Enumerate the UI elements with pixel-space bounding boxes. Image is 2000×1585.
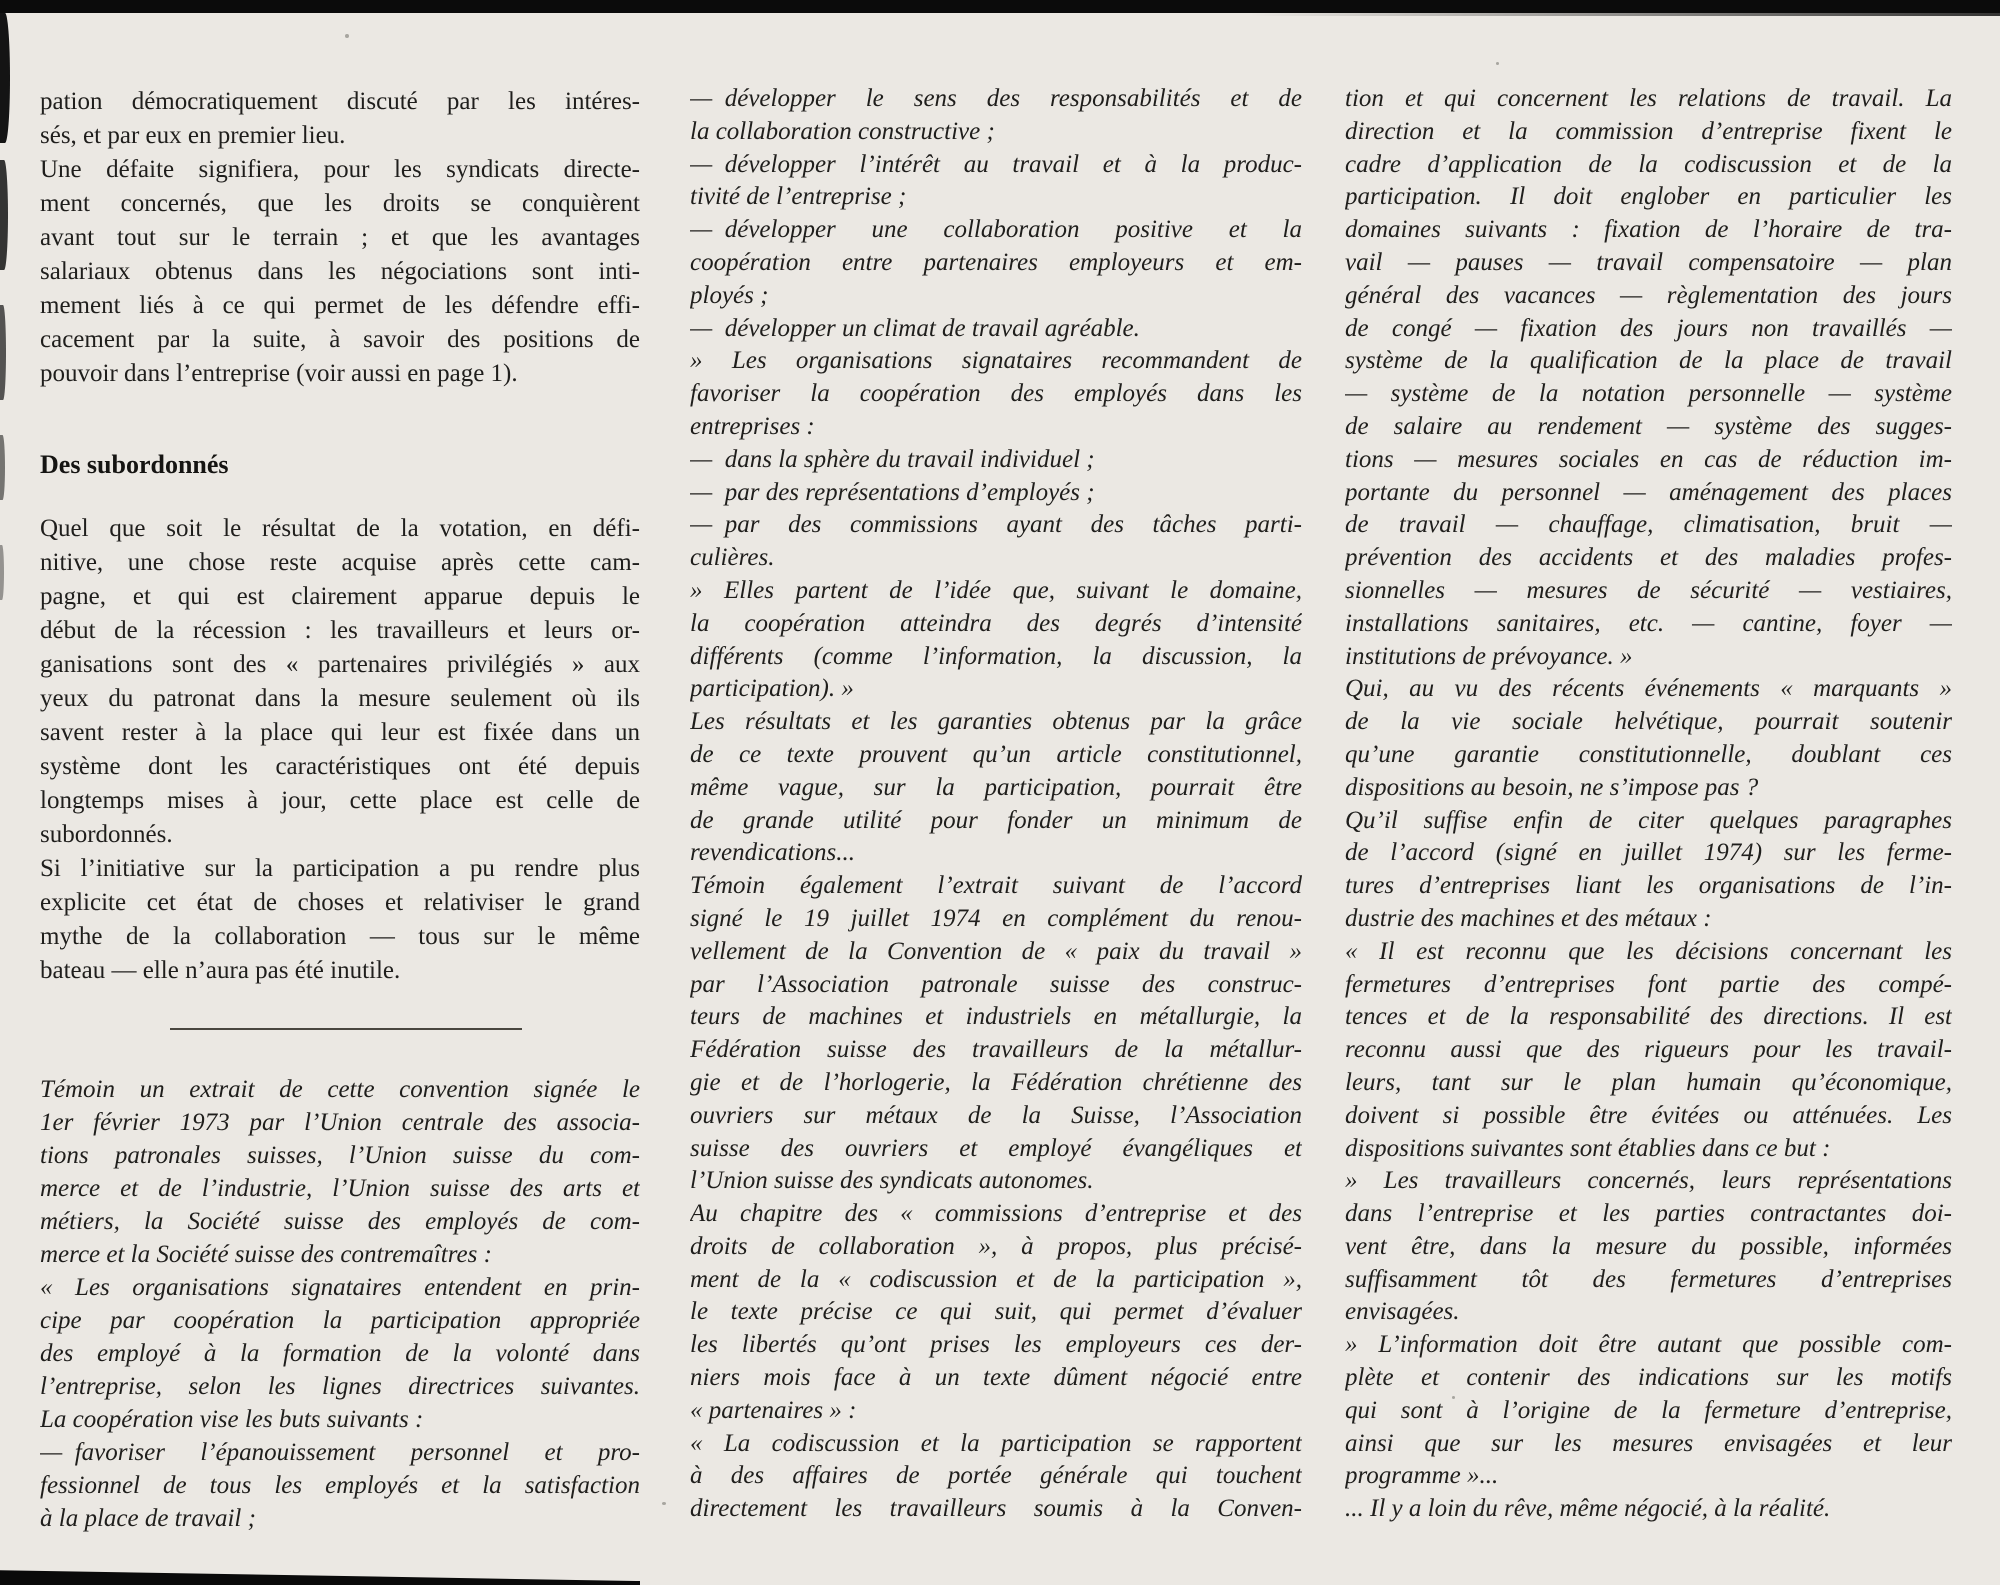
paragraph xyxy=(690,444,1302,477)
text-line: « partenaires » : xyxy=(690,1396,857,1424)
text-line: suisse des ouvriers et employé évangéliques et xyxy=(690,1134,1302,1162)
text-line: Si l’initiative sur la participation a pu rendre plus xyxy=(40,855,640,882)
text-line: la collaboration constructive ; xyxy=(690,117,995,145)
text-line: des employé à la formation de la volonté dans xyxy=(40,1340,640,1367)
scan-edge-top xyxy=(0,0,2000,13)
text-line: Témoin également l’extrait suivant de l’accord xyxy=(690,872,1302,900)
paragraph xyxy=(690,706,1302,870)
text-line: vellement de la Convention de « paix du travail » xyxy=(690,937,1302,965)
text-line: Au chapitre des « commissions d’entreprise et des xyxy=(690,1200,1302,1228)
text-line: bateau — elle n’aura pas été inutile. xyxy=(40,957,401,984)
text-line: » Elles partent de l’idée que, suivant le domaine, xyxy=(690,576,1302,604)
scan-speck xyxy=(662,1502,666,1505)
paragraph xyxy=(690,1198,1302,1428)
text-line: programme »... xyxy=(1345,1462,1499,1490)
text-line: différents (comme l’information, la discussion, la xyxy=(690,642,1302,670)
text-line: même vague, sur la participation, pourrait être xyxy=(690,773,1302,801)
scan-edge-left-smudge xyxy=(0,305,6,400)
text-line: ... Il y a loin du rêve, même négocié, à la réalité. xyxy=(1345,1495,1831,1523)
scan-edge-left-smudge xyxy=(0,13,10,143)
text-line: — développer un climat de travail agréable. xyxy=(690,314,1140,342)
text-line: coopération entre partenaires employeurs et em- xyxy=(690,248,1302,276)
text-line: tion et qui concernent les relations de travail. La xyxy=(1345,85,1952,112)
paragraph xyxy=(690,214,1302,312)
text-line: envisagées. xyxy=(1345,1298,1460,1326)
paragraph xyxy=(690,509,1302,575)
text-line: portante du personnel — aménagement des places xyxy=(1345,478,1952,506)
text-line: vent être, dans la mesure du possible, informées xyxy=(1345,1232,1952,1260)
text-line: subordonnés. xyxy=(40,821,173,848)
text-line: institutions de prévoyance. » xyxy=(1345,642,1633,670)
text-line: l’entreprise, selon les lignes directrices suivantes. xyxy=(40,1373,640,1400)
text-line: ment concernés, que les droits se conquièrent xyxy=(40,190,640,217)
paragraph xyxy=(690,149,1302,215)
text-line: entreprises : xyxy=(690,412,815,440)
text-line: signé le 19 juillet 1974 en complément du renou- xyxy=(690,904,1302,932)
text-line: la coopération atteindra des degrés d’intensité xyxy=(690,609,1302,637)
text-line: de travail — chauffage, climatisation, bruit — xyxy=(1345,511,1952,539)
text-line: fessionnel de tous les employés et la satisfaction xyxy=(40,1472,640,1499)
text-line: Quel que soit le résultat de la votation, en défi- xyxy=(40,515,640,542)
scan-edge-bottom xyxy=(0,1567,640,1585)
text-line: direction et la commission d’entreprise fixent le xyxy=(1345,117,1952,145)
text-line: de grande utilité pour fonder un minimum de xyxy=(690,806,1302,834)
text-line: à des affaires de portée générale qui touchent xyxy=(690,1462,1302,1490)
vertical-gap xyxy=(40,391,640,448)
text-line: directement les travailleurs soumis à la Conven- xyxy=(690,1495,1302,1523)
text-line: reconnu aussi que des rigueurs pour les travail- xyxy=(1345,1036,1952,1064)
text-line: gie et de l’horlogerie, la Fédération chrétienne des xyxy=(690,1068,1302,1096)
text-line: système de la qualification de la place de travail xyxy=(1345,347,1952,375)
paragraph xyxy=(40,1436,640,1535)
text-line: de l’accord (signé en juillet 1974) sur les ferme- xyxy=(1345,839,1952,867)
text-line: ganisations sont des « partenaires privilégiés » aux xyxy=(40,651,640,678)
paragraph xyxy=(40,153,640,391)
text-line: tions — mesures sociales en cas de réduction im- xyxy=(1345,445,1952,473)
text-line: pation démocratiquement discuté par les intéres- xyxy=(40,88,640,115)
text-line: ment de la « codiscussion et de la participation », xyxy=(690,1265,1302,1293)
column-right xyxy=(1345,83,1952,1526)
paragraph xyxy=(690,313,1302,346)
scan-speck xyxy=(1496,62,1499,65)
text-line: dustrie des machines et des métaux : xyxy=(1345,904,1712,932)
text-line: Les résultats et les garanties obtenus par la grâce xyxy=(690,708,1302,736)
paragraph xyxy=(690,83,1302,149)
paragraph xyxy=(1345,1329,1952,1493)
paragraph xyxy=(40,1271,640,1436)
text-line: 1er février 1973 par l’Union centrale des associa- xyxy=(40,1109,640,1136)
text-line: général des vacances — règlementation des jours xyxy=(1345,281,1952,309)
text-line: tures d’entreprises liant les organisations de l’in- xyxy=(1345,872,1952,900)
text-line: vail — pauses — travail compensatoire — plan xyxy=(1345,248,1952,276)
text-line: sionnelles — mesures de sécurité — vestiaires, xyxy=(1345,576,1952,604)
text-line: nitive, une chose reste acquise après cette cam- xyxy=(40,549,640,576)
text-line: qui sont à l’origine de la fermeture d’entreprise, xyxy=(1345,1396,1952,1424)
text-line: suffisamment tôt des fermetures d’entreprises xyxy=(1345,1265,1952,1293)
text-line: par l’Association patronale suisse des construc- xyxy=(690,970,1302,998)
text-line: revendications... xyxy=(690,839,856,867)
text-line: doivent si possible être évitées ou atténuées. Les xyxy=(1345,1101,1952,1129)
text-line: Qu’il suffise enfin de citer quelques paragraphes xyxy=(1345,806,1952,834)
text-line: métiers, la Société suisse des employés de com- xyxy=(40,1208,640,1235)
text-line: dans l’entreprise et les parties contractantes doi- xyxy=(1345,1200,1952,1228)
scan-speck xyxy=(345,34,349,38)
text-line: cacement par la suite, à savoir des positions de xyxy=(40,326,640,353)
text-line: pouvoir dans l’entreprise (voir aussi en page 1). xyxy=(40,360,518,387)
text-line: « La codiscussion et la participation se rapportent xyxy=(690,1429,1302,1457)
text-line: Témoin un extrait de cette convention signée le xyxy=(40,1076,640,1103)
scan-edge-left-smudge xyxy=(0,160,8,270)
text-line: fermetures d’entreprises font partie des compé- xyxy=(1345,970,1952,998)
vertical-gap xyxy=(40,988,640,1028)
paragraph xyxy=(1345,83,1952,673)
text-line: — développer le sens des responsabilités et de xyxy=(690,85,1302,112)
text-line: tivité de l’entreprise ; xyxy=(690,183,907,211)
text-line: plète et contenir des indications sur les motifs xyxy=(1345,1364,1952,1392)
text-line: « Les organisations signataires entendent en prin- xyxy=(40,1274,640,1301)
text-line: favoriser la coopération des employés dans les xyxy=(690,380,1302,408)
text-line: merce et la Société suisse des contremaîtres : xyxy=(40,1241,492,1268)
vertical-gap xyxy=(40,482,640,512)
paragraph xyxy=(40,512,640,852)
text-line: » Les organisations signataires recommandent de xyxy=(690,347,1302,375)
text-line: culières. xyxy=(690,544,775,572)
paragraph xyxy=(40,1073,640,1271)
text-line: système dont les caractéristiques ont été depuis xyxy=(40,753,640,780)
paragraph xyxy=(690,1428,1302,1526)
paragraph xyxy=(40,852,640,988)
text-line: ployés ; xyxy=(690,281,769,309)
paragraph xyxy=(690,870,1302,1198)
text-line: dispositions suivantes sont établies dans ce but : xyxy=(1345,1134,1831,1162)
scan-edge-left-smudge xyxy=(0,545,4,600)
paragraph xyxy=(1345,673,1952,804)
text-line: avant tout sur le terrain ; et que les avantages xyxy=(40,224,640,251)
text-line: merce et de l’industrie, l’Union suisse des arts et xyxy=(40,1175,640,1202)
text-line: — développer l’intérêt au travail et à la produc- xyxy=(690,150,1302,178)
text-line: cadre d’application de la codiscussion et de la xyxy=(1345,150,1952,178)
text-line: droits de collaboration », à propos, plus précisé- xyxy=(690,1232,1302,1260)
section-heading: Des subordonnés xyxy=(40,450,229,479)
text-line: « Il est reconnu que les décisions concernant les xyxy=(1345,937,1952,965)
text-line: dispositions au besoin, ne s’impose pas ? xyxy=(1345,773,1759,801)
text-line: domaines suivants : fixation de l’horaire de tra- xyxy=(1345,216,1952,244)
text-line: — par des commissions ayant des tâches parti- xyxy=(690,511,1302,539)
text-line: participation. Il doit englober en particulier les xyxy=(1345,183,1952,211)
text-line: sés, et par eux en premier lieu. xyxy=(40,122,346,149)
text-line: tences et de la responsabilité des directions. Il est xyxy=(1345,1003,1952,1031)
text-line: ainsi que sur les mesures envisagées et leur xyxy=(1345,1429,1952,1457)
text-line: niers mois face à un texte dûment négocié entre xyxy=(690,1364,1302,1392)
text-line: longtemps mises à jour, cette place est celle de xyxy=(40,787,640,814)
text-line: Fédération suisse des travailleurs de la métallur- xyxy=(690,1036,1302,1064)
text-line: leurs, tant sur le plan humain qu’économique, xyxy=(1345,1068,1952,1096)
scan-edge-top-shadow xyxy=(1250,13,2000,16)
column-left xyxy=(40,85,640,1535)
text-line: teurs de machines et industriels en métallurgie, la xyxy=(690,1003,1302,1031)
column-middle xyxy=(690,83,1302,1526)
vertical-gap xyxy=(40,1030,640,1073)
text-line: — dans la sphère du travail individuel ; xyxy=(690,445,1095,473)
paragraph xyxy=(1345,1493,1952,1526)
text-line: » Les travailleurs concernés, leurs représentations xyxy=(1345,1167,1952,1195)
text-line: de ce texte prouvent qu’un article constitutionnel, xyxy=(690,740,1302,768)
paragraph xyxy=(1345,936,1952,1166)
text-line: savent rester à la place qui leur est fixée dans un xyxy=(40,719,640,746)
text-line: le texte précise ce qui suit, qui permet d’évaluer xyxy=(690,1298,1302,1326)
scan-edge-left-smudge xyxy=(0,435,5,500)
text-line: les libertés qu’ont prises les employeurs ces der- xyxy=(690,1331,1302,1359)
text-line: ouvriers sur métaux de la Suisse, l’Association xyxy=(690,1101,1302,1129)
text-line: — par des représentations d’employés ; xyxy=(690,478,1095,506)
text-line: mythe de la collaboration — tous sur le même xyxy=(40,923,640,950)
paragraph xyxy=(1345,1165,1952,1329)
text-line: Qui, au vu des récents événements « marquants » xyxy=(1345,675,1952,703)
text-line: » L’information doit être autant que possible com- xyxy=(1345,1331,1952,1359)
text-line: qu’une garantie constitutionnelle, doublant ces xyxy=(1345,740,1952,768)
paragraph xyxy=(1345,805,1952,936)
text-line: cipe par coopération la participation appropriée xyxy=(40,1307,640,1334)
text-line: de salaire au rendement — système des sugges- xyxy=(1345,412,1952,440)
paragraph xyxy=(40,85,640,153)
text-line: installations sanitaires, etc. — cantine, foyer — xyxy=(1345,609,1952,637)
text-line: participation). » xyxy=(690,675,854,703)
text-line: explicite cet état de choses et relativiser le grand xyxy=(40,889,640,916)
text-line: de congé — fixation des jours non travaillés — xyxy=(1345,314,1952,342)
text-line: — système de la notation personnelle — système xyxy=(1345,380,1952,408)
paragraph xyxy=(690,575,1302,706)
text-line: prévention des accidents et des maladies profes- xyxy=(1345,544,1952,572)
text-line: l’Union suisse des syndicats autonomes. xyxy=(690,1167,1094,1195)
text-line: — développer une collaboration positive et la xyxy=(690,216,1302,244)
text-line: début de la récession : les travailleurs et leurs or- xyxy=(40,617,640,644)
text-line: Une défaite signifiera, pour les syndicats directe- xyxy=(40,156,640,183)
text-line: yeux du patronat dans la mesure seulement où ils xyxy=(40,685,640,712)
paragraph xyxy=(690,345,1302,443)
text-line: salariaux obtenus dans les négociations sont inti- xyxy=(40,258,640,285)
paragraph xyxy=(690,477,1302,510)
text-line: La coopération vise les buts suivants : xyxy=(40,1406,424,1433)
text-line: — favoriser l’épanouissement personnel et pro- xyxy=(40,1439,640,1466)
text-line: tions patronales suisses, l’Union suisse du com- xyxy=(40,1142,640,1169)
text-line: de la vie sociale helvétique, pourrait soutenir xyxy=(1345,708,1952,736)
text-line: à la place de travail ; xyxy=(40,1505,256,1532)
text-line: pagne, et qui est clairement apparue depuis le xyxy=(40,583,640,610)
text-line: mement liés à ce qui permet de les défendre effi- xyxy=(40,292,640,319)
